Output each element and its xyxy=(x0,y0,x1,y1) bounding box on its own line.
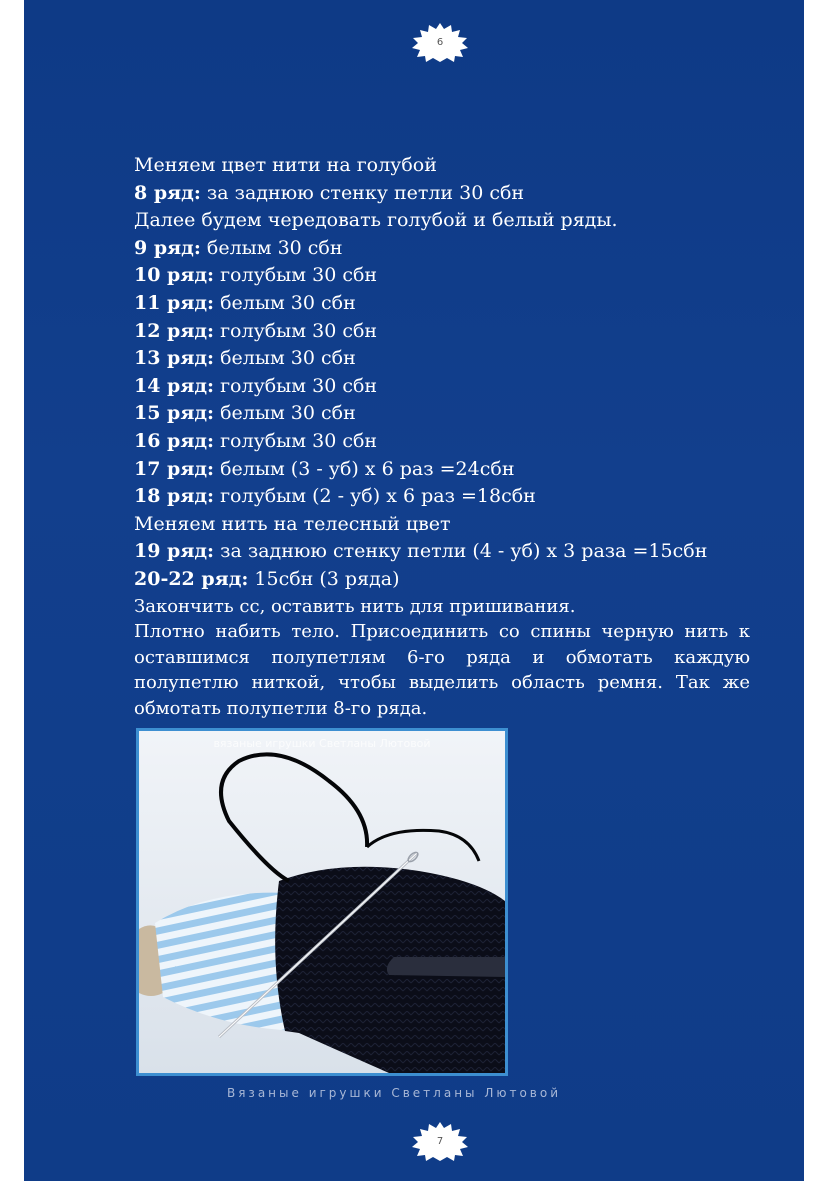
row-line: 18 ряд: голубым (2 - уб) х 6 раз =18сбн xyxy=(134,485,536,508)
text-line: Меняем нить на телесный цвет xyxy=(134,512,451,535)
row-line: 14 ряд: голубым 30 сбн xyxy=(134,374,378,397)
crochet-body-illustration xyxy=(139,731,505,1073)
text-line: Меняем цвет нити на голубой xyxy=(134,154,437,176)
page-number-top: 6 xyxy=(436,36,444,48)
page-number-badge-bottom xyxy=(411,1121,469,1161)
author-credit: Вязаные игрушки Светланы Лютовой xyxy=(226,1086,562,1100)
row-line: 17 ряд: белым (3 - уб) х 6 раз =24сбн xyxy=(134,457,515,480)
row-line: 15 ряд: белым 30 сбн xyxy=(134,402,356,425)
photo-watermark: вязаные игрушки Светланы Лютовой xyxy=(213,737,431,750)
crochet-photo xyxy=(136,728,508,1076)
text-line: Далее будем чередовать голубой и белый ряды. xyxy=(134,209,618,232)
belt-instruction: Плотно набить тело. Присоединить со спины черную нить к оставшимся полупетлям 6-го ряда и обмотать каждую полупетлю ниткой, чтобы выделить область ремня. Так же обмотать полупетли 8-го ряда. xyxy=(134,621,750,719)
pattern-text xyxy=(134,152,750,721)
finish-instruction: Закончить сс, оставить нить для пришивания. xyxy=(134,595,576,617)
page xyxy=(24,0,804,1181)
row-line: 12 ряд: голубым 30 сбн xyxy=(134,319,378,342)
row-line: 10 ряд: голубым 30 сбн xyxy=(134,264,378,287)
row-line: 8 ряд: за заднюю стенку петли 30 сбн xyxy=(134,181,525,204)
row-line: 11 ряд: белым 30 сбн xyxy=(134,291,356,314)
page-number-bottom: 7 xyxy=(436,1135,444,1147)
row-line: 19 ряд: за заднюю стенку петли (4 - уб) х 3 раза =15сбн xyxy=(134,540,708,563)
row-line: 13 ряд: белым 30 сбн xyxy=(134,347,356,370)
row-line: 16 ряд: голубым 30 сбн xyxy=(134,429,378,452)
row-line: 20-22 ряд: 15сбн (3 ряда) xyxy=(134,567,400,590)
row-line: 9 ряд: белым 30 сбн xyxy=(134,236,343,259)
page-number-badge-top xyxy=(411,22,469,62)
